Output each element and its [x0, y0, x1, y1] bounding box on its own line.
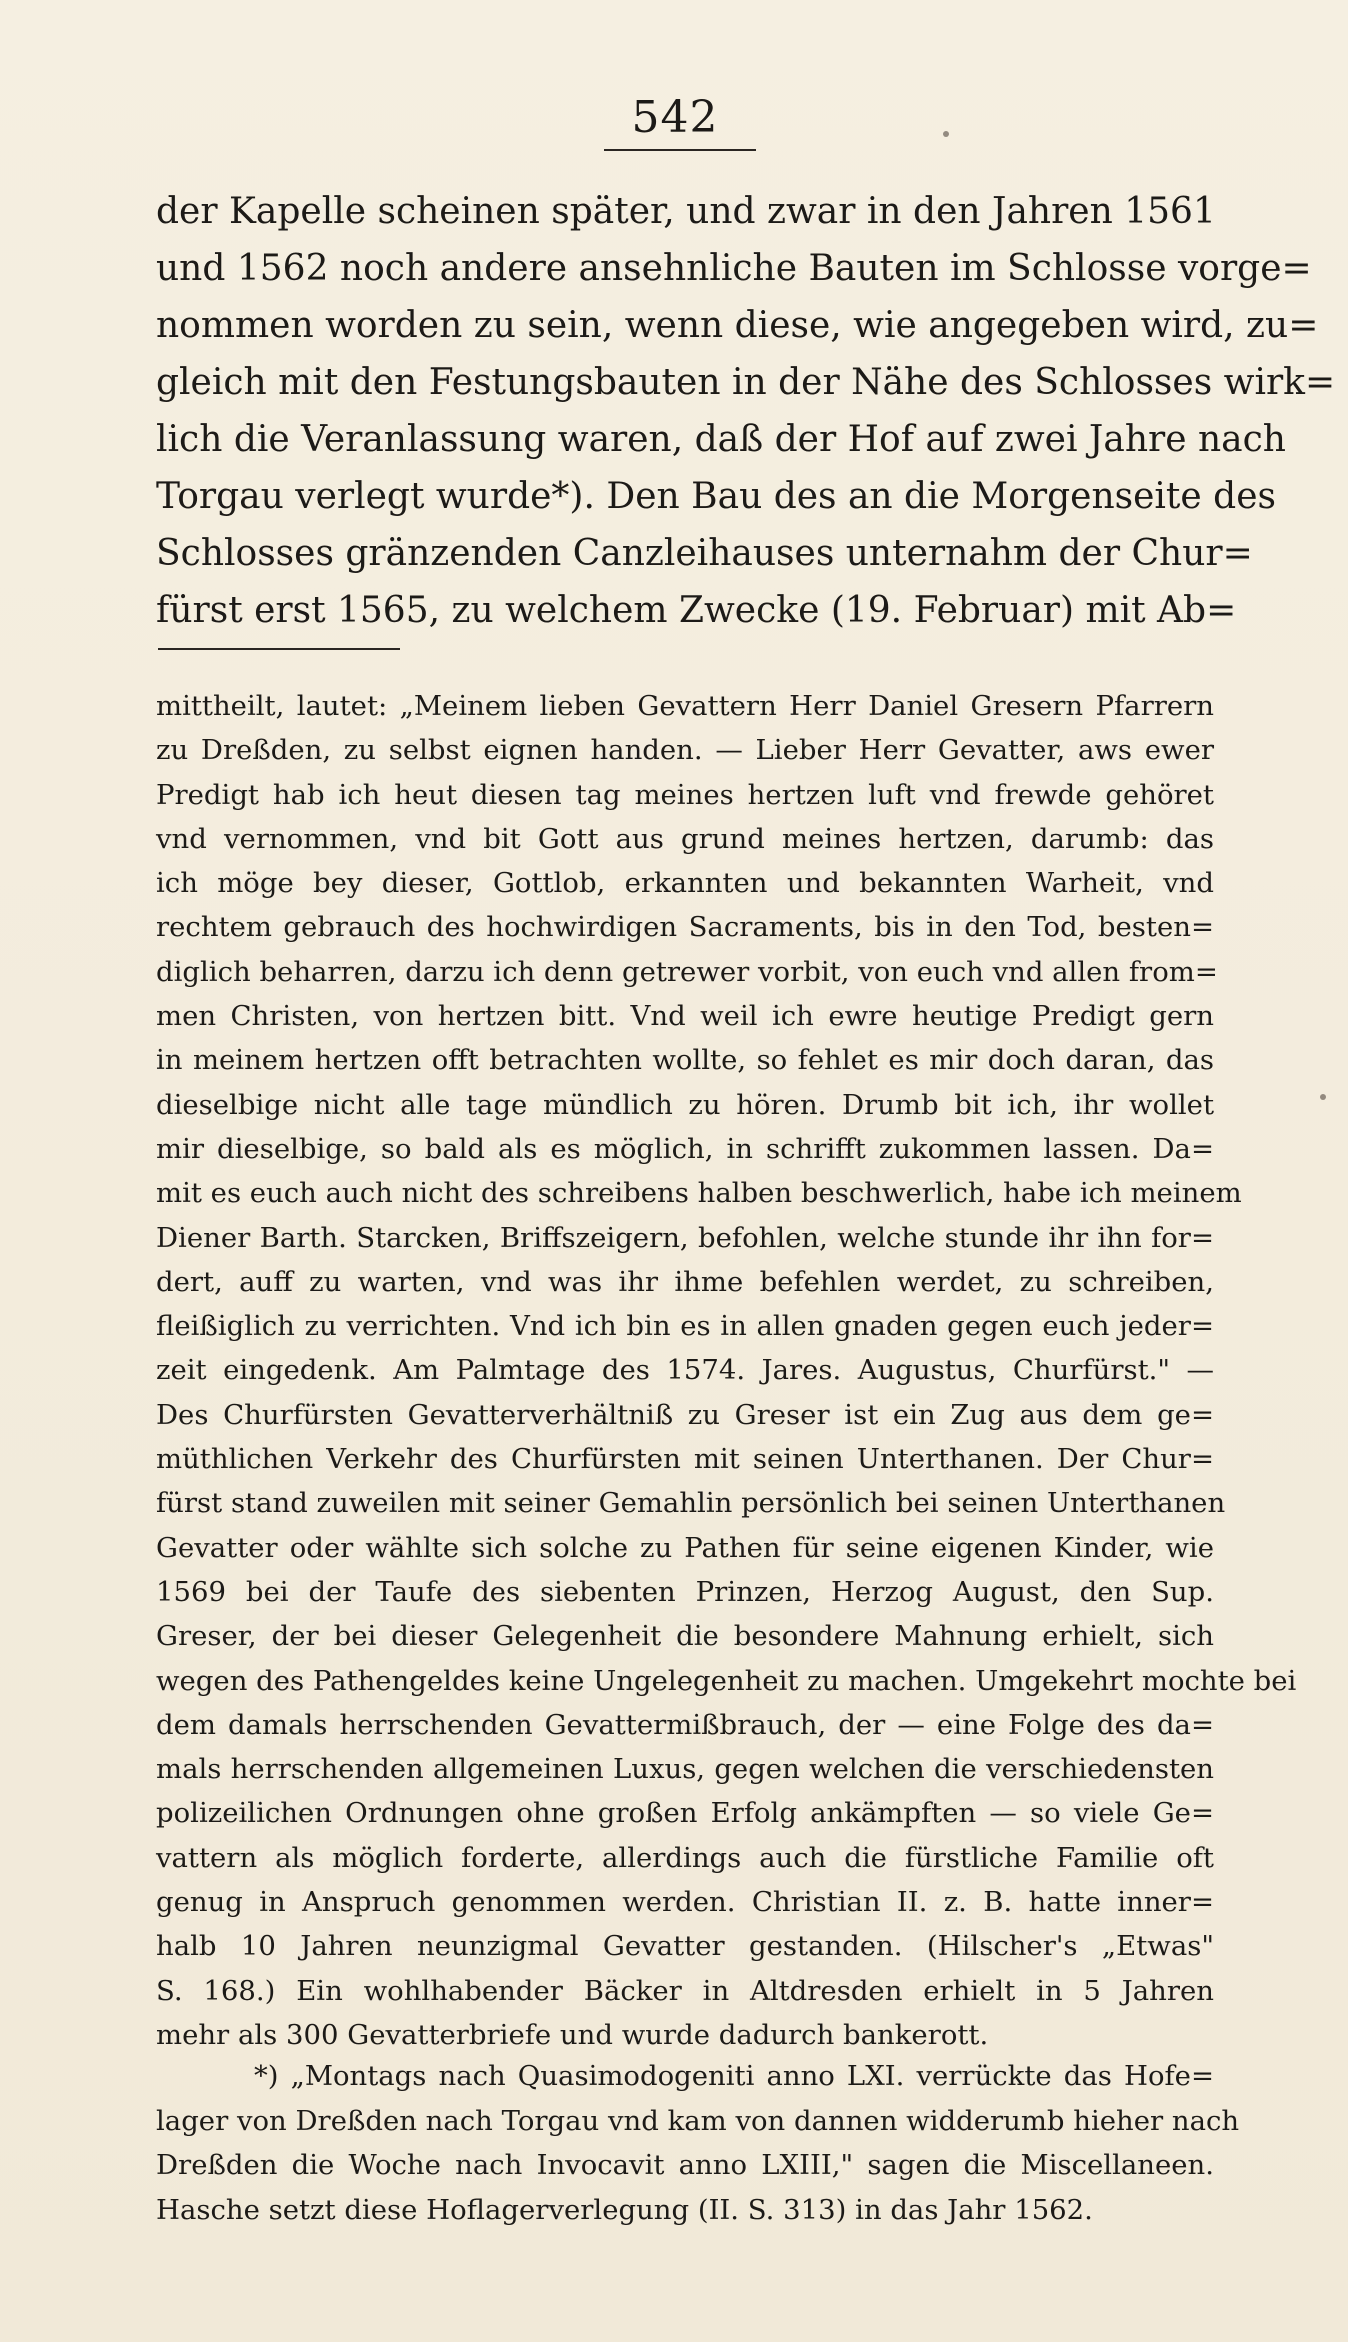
note-line: vattern als möglich forderte, allerdings auch die fürstliche Familie oft: [156, 1841, 1214, 1874]
note-line: rechtem gebrauch des hochwirdigen Sacraments, bis in den Tod, besten=: [156, 911, 1214, 944]
note-line: dieselbige nicht alle tage mündlich zu hören. Drumb bit ich, ihr wollet: [156, 1088, 1214, 1121]
note-line: Diener Barth. Starcken, Briffszeigern, befohlen, welche stunde ihr ihn for=: [156, 1221, 1214, 1254]
text-line: der Kapelle scheinen später, und zwar in den Jahren 1561: [156, 191, 1216, 232]
note-line: fürst stand zuweilen mit seiner Gemahlin persönlich bei seinen Unterthanen: [156, 1487, 1226, 1520]
note-line: vnd vernommen, vnd bit Gott aus grund meines hertzen, darumb: das: [156, 822, 1214, 855]
footnote-divider: [158, 648, 400, 650]
note-line: mals herrschenden allgemeinen Luxus, gegen welchen die verschiedensten: [156, 1753, 1214, 1786]
note-line: mit es euch auch nicht des schreibens halben beschwerlich, habe ich meinem: [156, 1177, 1242, 1210]
note-line: dert, auff zu warten, vnd was ihr ihme befehlen werdet, zu schreiben,: [156, 1265, 1214, 1298]
note-line: men Christen, von hertzen bitt. Vnd weil ich ewre heutige Predigt gern: [156, 1000, 1214, 1033]
note-line: fleißiglich zu verrichten. Vnd ich bin es in allen gnaden gegen euch jeder=: [156, 1310, 1214, 1343]
note-line: mittheilt, lautet: „Meinem lieben Gevattern Herr Daniel Gresern Pfarrern: [156, 690, 1214, 722]
note-line: zeit eingedenk. Am Palmtage des 1574. Jares. Augustus, Churfürst." —: [156, 1354, 1214, 1387]
paper-speck: [1320, 1094, 1326, 1100]
note-line: zu Dreßden, zu selbst eignen handen. — Lieber Herr Gevatter, aws ewer: [156, 734, 1214, 767]
note-line: mir dieselbige, so bald als es möglich, in schrifft zukommen lassen. Da=: [156, 1132, 1214, 1165]
note-line: mehr als 300 Gevatterbriefe und wurde dadurch bankerott.: [156, 2018, 989, 2051]
paper-speck: [943, 131, 949, 137]
note-continuation: [156, 684, 1297, 2057]
note-line: Predigt hab ich heut diesen tag meines hertzen luft vnd frewde gehöret: [156, 778, 1214, 811]
text-line: gleich mit den Festungsbauten in der Nähe des Schlosses wirk=: [156, 362, 1336, 403]
footnote-line: lager von Dreßden nach Torgau vnd kam von dannen widderumb hieher nach: [156, 2104, 1240, 2137]
text-line: nommen worden zu sein, wenn diese, wie angegeben wird, zu=: [156, 305, 1319, 346]
note-line: genug in Anspruch genommen werden. Christian II. z. B. hatte inner=: [156, 1886, 1214, 1919]
page-number-rule: [604, 149, 756, 151]
footnote-line: Dreßden die Woche nach Invocavit anno LXIII," sagen die Miscellaneen.: [156, 2149, 1214, 2181]
note-line: ich möge bey dieser, Gottlob, erkannten und bekannten Warheit, vnd: [156, 867, 1214, 900]
text-line: Schlosses gränzenden Canzleihauses unternahm der Chur=: [156, 533, 1253, 574]
text-line: fürst erst 1565, zu welchem Zwecke (19. Februar) mit Ab=: [156, 590, 1237, 631]
footnote-line: Hasche setzt diese Hoflagerverlegung (II. S. 313) in das Jahr 1562.: [156, 2193, 1093, 2226]
note-line: müthlichen Verkehr des Churfürsten mit seinen Unterthanen. Der Chur=: [156, 1443, 1214, 1476]
note-line: Gevatter oder wählte sich solche zu Pathen für seine eigenen Kinder, wie: [156, 1531, 1214, 1564]
note-line: dem damals herrschenden Gevattermißbrauch, der — eine Folge des da=: [156, 1708, 1214, 1741]
note-line: wegen des Pathengeldes keine Ungelegenheit zu machen. Umgekehrt mochte bei: [156, 1664, 1297, 1697]
page-number: 542: [631, 92, 719, 143]
note-line: Greser, der bei dieser Gelegenheit die besondere Mahnung erhielt, sich: [156, 1620, 1214, 1653]
text-line: und 1562 noch andere ansehnliche Bauten im Schlosse vorge=: [156, 248, 1312, 289]
main-text: [156, 183, 1336, 639]
note-line: S. 168.) Ein wohlhabender Bäcker in Altdresden erhielt in 5 Jahren: [156, 1974, 1214, 2007]
text-line: Torgau verlegt wurde*). Den Bau des an die Morgenseite des: [156, 476, 1276, 517]
text-line: lich die Veranlassung waren, daß der Hof auf zwei Jahre nach: [156, 419, 1286, 460]
note-line: halb 10 Jahren neunzigmal Gevatter gestanden. (Hilscher's „Etwas": [156, 1930, 1214, 1963]
footnote-line: *) „Montags nach Quasimodogeniti anno LXI. verrückte das Hofe=: [254, 2060, 1214, 2092]
note-line: diglich beharren, darzu ich denn getrewer vorbit, von euch vnd allen from=: [156, 955, 1218, 988]
note-line: 1569 bei der Taufe des siebenten Prinzen, Herzog August, den Sup.: [156, 1575, 1214, 1608]
note-line: in meinem hertzen offt betrachten wollte, so fehlet es mir doch daran, das: [156, 1044, 1214, 1077]
footnote: [156, 2054, 1240, 2232]
note-line: polizeilichen Ordnungen ohne großen Erfolg ankämpften — so viele Ge=: [156, 1797, 1214, 1830]
note-line: Des Churfürsten Gevatterverhältniß zu Greser ist ein Zug aus dem ge=: [156, 1398, 1214, 1431]
